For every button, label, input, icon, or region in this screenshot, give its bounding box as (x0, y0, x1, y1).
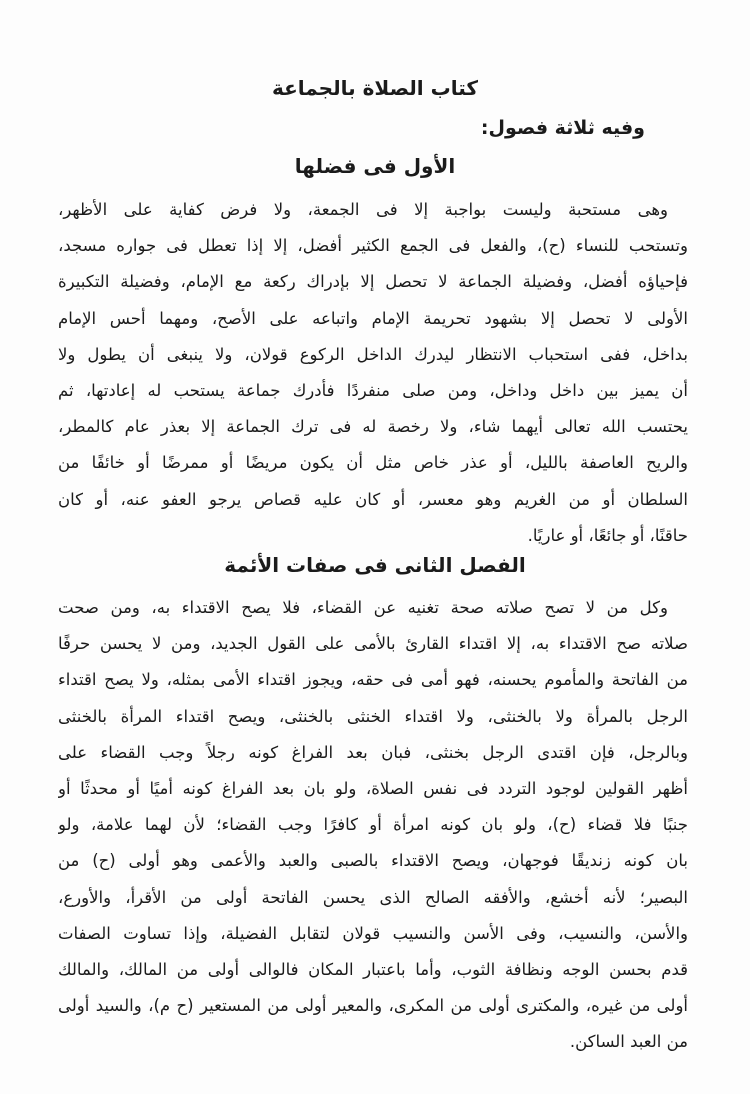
text-line: أولى من غيره، والمكترى أولى من المكرى، والمعير أولى من المستعير (ح م)، والسيد أولى (58, 996, 688, 1016)
text-line: حاقنًا، أو جائعًا، أو عاريًا. (527, 525, 688, 545)
text-line: الأولى لا تحصل إلا بشهود تحريمة الإمام واتباعه على الأصح، ومهما أحس الإمام (58, 308, 688, 328)
text-line: من العبد الساكن. (569, 1032, 688, 1052)
text-line: جنبًا فلا قضاء (ح)، ولو بان كونه امرأة أو كافرًا وجب القضاء؛ لأن لهما علامة، ولو (58, 815, 688, 835)
text-line: من الفاتحة والمأموم يحسنه، فهو أمى فى حقه، ويجوز اقتداء الأمى بمثله، ولا يصح اقتداء (58, 670, 688, 690)
section-heading-imams: الفصل الثانى فى صفات الأئمة (224, 553, 526, 577)
text-line: والريح العاصفة بالليل، أو عذر خاص مثل أن يكون مريضًا أو ممرضًا أو خائفًا من (58, 453, 688, 473)
text-line: وهى مستحبة وليست بواجبة إلا فى الجمعة، ولا فرض كفاية على الأظهر، (58, 200, 668, 219)
text-line: وتستحب للنساء (ح)، والفعل فى الجمع الكثير أفضل، إلا إذا تعطل فى جواره مسجد، (58, 236, 688, 256)
book-title: كتاب الصلاة بالجماعة (271, 76, 479, 100)
text-line: الرجل بالمرأة ولا بالخنثى، ولا اقتداء الخنثى بالخنثى، ويصح اقتداء المرأة بالخنثى (58, 706, 688, 726)
text-line: بداخل، ففى استحباب الانتظار ليدرك الداخل الركوع قولان، ولا ينبغى أن يطول ولا (58, 344, 688, 364)
text-line: فإحياؤه أفضل، وفضيلة الجماعة لا تحصل إلا بإدراك ركعة مع الإمام، وفضيلة التكبيرة (58, 272, 688, 292)
section-body-virtue (58, 192, 688, 554)
text-line: أظهر القولين لوجود التردد فى نفس الصلاة، ولو بان بعد الفراغ كونه أميًا أو محدثًا أو (58, 778, 688, 798)
text-line: صلاته صح الاقتداء به، إلا اقتداء القارئ بالأمى على القول الجديد، ومن لا يحسن حرفًا (58, 634, 688, 654)
text-line: والأسن، والنسيب، وفى الأسن والنسيب قولان لتقابل الفضيلة، وإذا تساوت الصفات (58, 923, 688, 943)
text-line: وبالرجل، فإن اقتدى الرجل بخنثى، فبان بعد الفراغ كونه رجلاً وجب القضاء على (58, 742, 688, 762)
section-heading-virtue: الأول فى فضلها (294, 154, 456, 178)
text-line: أن يميز بين داخل وداخل، ومن صلى منفردًا فأدرك جماعة يستحب له إعادتها، ثم (58, 380, 688, 400)
text-line: وكل من لا تصح صلاته صحة تغنيه عن القضاء، فلا يصح الاقتداء به، ومن صحت (58, 598, 668, 617)
text-line: قدم بحسن الوجه ونظافة الثوب، وأما باعتبار المكان فالوالى أولى من المالك، والمالك (58, 959, 688, 979)
text-line: يحتسب الله تعالى أيهما شاء، ولا رخصة له فى ترك الجماعة إلا بعذر عام كالمطر، (58, 417, 688, 437)
text-line: البصير؛ لأنه أخشع، والأفقه الصالح الذى يحسن الفاتحة أولى من الأقرأ، والأورع، (58, 887, 688, 907)
text-line: بان كونه زنديقًا فوجهان، ويصح الاقتداء بالصبى والعبد والأعمى وهو أولى (ح) من (58, 851, 688, 871)
section-body-imams (58, 590, 688, 1060)
intro-line: وفيه ثلاثة فصول: (480, 117, 645, 139)
text-line: السلطان أو من الغريم وهو معسر، أو كان عليه قصاص يرجو العفو عنه، أو كان (58, 489, 688, 509)
